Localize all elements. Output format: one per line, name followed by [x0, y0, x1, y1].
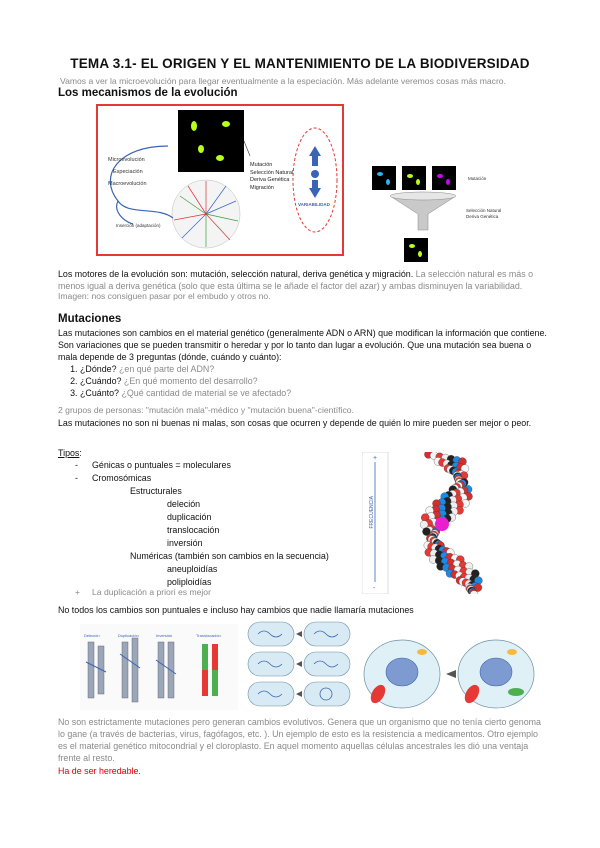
- answer-cuando: ¿En qué momento del desarrollo?: [121, 376, 258, 386]
- no-mutaciones-paragraph: No son estrictamente mutaciones pero generan cambios evolutivos. Genera que un organismo que no tenía cierto genoma lo gane (a través de bacterias, virus, fagófagos, etc. ). Un ejemplo de esto es la resistencia a medicamentos. Otro ejemplo es el material genético mitocondrial y el cloroplasto. En aquel momento aquellas células ancestrales les dió una ventaja frente al resto.: [58, 717, 541, 763]
- endosymbiosis-diagram: [358, 628, 538, 714]
- dna-frequency-label: FRECUENCIA: [369, 496, 375, 529]
- section-heading-mutaciones: Mutaciones: [58, 313, 122, 325]
- label-mutacion-right: Mutación: [468, 176, 487, 181]
- list-item: [80, 387, 540, 399]
- list-item: [80, 363, 540, 375]
- numerica-poliploidias: poliploidías: [167, 577, 212, 587]
- label-delecion: Deleción: [84, 633, 100, 638]
- duplicacion-note-text: La duplicación a priori es mejor: [92, 587, 211, 597]
- tipos-label: [58, 447, 82, 459]
- question-donde: ¿Dónde?: [80, 364, 117, 374]
- label-variabilidad: VARIABILIDAD: [298, 202, 330, 207]
- motores-text: Los motores de la evolución son: mutación, selección natural, deriva genética y migración.: [58, 269, 414, 279]
- label-seleccion-natural: Selección Natural: [250, 169, 294, 176]
- section-heading-mecanismos: Los mecanismos de la evolución: [58, 87, 238, 99]
- label-deriva-genetica: Deriva Genética: [250, 177, 290, 183]
- endosymbiosis-figure: [358, 628, 538, 714]
- seleccion-note: La selección natural es más o menos igual a deriva genética (solo que esta última se le añade el factor del azar) y ambas disminuyen la variabilidad.: [58, 269, 534, 291]
- intro-note: Vamos a ver la microevolución para llegar eventualmente a la especiación. Más adelante veremos cosas más macro.: [60, 76, 506, 86]
- label-inversion: Inversión: [156, 633, 173, 638]
- label-deriva-genetica-right: Deriva Genética: [466, 214, 499, 219]
- duplicacion-note: + La duplicación a priori es mejor: [75, 587, 211, 597]
- tipos-title: Tipos: [58, 448, 80, 458]
- svg-text:+: +: [373, 455, 378, 462]
- heredable-note: Ha de ser heredable.: [58, 766, 141, 776]
- tipos-list: [75, 459, 355, 589]
- label-translocacion: Translocación: [196, 633, 221, 638]
- tipo-genicas: Génicas o puntuales = moleculares: [92, 460, 231, 470]
- fig2-right-labels: [466, 208, 501, 220]
- answer-donde: ¿en qué parte del ADN?: [116, 364, 215, 374]
- estructural-translocacion: translocación: [167, 525, 220, 535]
- buenas-malas-paragraph: Las mutaciones no son ni buenas ni malas, son cosas que ocurren y depende de quién lo mire pueden ser mejor o peor.: [58, 418, 532, 428]
- mutaciones-paragraph: Las mutaciones son cambios en el material genético (generalmente ADN o ARN) que modifican la información que contiene. Son variaciones que se pueden transmitir o heredar y por lo tanto dan lugar a evolución. Que una mutación sea buena o mala depende de 3 preguntas (dónde, cuándo y cuánto):: [58, 328, 547, 362]
- question-cuanto: ¿Cuánto?: [80, 388, 119, 398]
- label-insercion: Inserción (adaptación): [116, 223, 161, 228]
- funnel-figure: [370, 164, 510, 266]
- label-especiacion: Especiación: [113, 169, 143, 175]
- question-cuando: ¿Cuándo?: [80, 376, 122, 386]
- list-item: - Génicas o puntuales = moleculares: [75, 460, 231, 470]
- tipo-numericas: Numéricas (también son cambios en la secuencia): [130, 551, 329, 561]
- list-item: - Cromosómicas: [75, 473, 152, 483]
- fig1-mid-labels: [250, 162, 293, 192]
- motores-paragraph: [58, 268, 548, 292]
- bacteria-transfer-figure: [244, 618, 356, 712]
- tipos-colon: :: [79, 448, 82, 458]
- numerica-aneuploidias: aneuploidías: [167, 564, 218, 574]
- label-migracion: Migración: [250, 184, 274, 191]
- estructural-duplicacion: duplicación: [167, 512, 212, 522]
- tipo-estructurales: Estructurales: [130, 486, 182, 496]
- questions-list: [58, 363, 540, 399]
- groups-note: 2 grupos de personas: "mutación mala"-médico y "mutación buena"-científico.: [58, 405, 354, 415]
- svg-text:-: -: [373, 585, 376, 592]
- estructural-delecion: deleción: [167, 499, 201, 509]
- list-item: [80, 375, 540, 387]
- answer-cuanto: ¿Qué cantidad de material se ve afectado?: [118, 388, 292, 398]
- dna-figure: [362, 452, 502, 594]
- label-mutacion: Mutación: [250, 162, 273, 168]
- label-microevolucion: Microevolución: [108, 157, 145, 163]
- bacteria-diagram: [244, 618, 356, 712]
- embudo-note: Imagen: nos consiguen pasar por el embudo y otros no.: [58, 291, 271, 301]
- chromosome-mutations-figure: [80, 624, 238, 710]
- page-title: TEMA 3.1- EL ORIGEN Y EL MANTENIMIENTO DE LA BIODIVERSIDAD: [70, 56, 530, 71]
- fig1-left-labels: [108, 154, 147, 190]
- label-duplicacion: Duplicación: [118, 633, 139, 638]
- no-puntuales-paragraph: No todos los cambios son puntuales e incluso hay cambios que nadie llamaría mutaciones: [58, 605, 414, 615]
- label-macroevolucion: Macroevolución: [108, 181, 147, 187]
- dna-helix-image: [362, 452, 502, 594]
- evolution-mechanisms-figure: [96, 104, 344, 256]
- tipo-cromosomicas: Cromosómicas: [92, 473, 152, 483]
- label-seleccion-natural-right: Selección Natural: [466, 208, 502, 213]
- estructural-inversion: inversión: [167, 538, 203, 548]
